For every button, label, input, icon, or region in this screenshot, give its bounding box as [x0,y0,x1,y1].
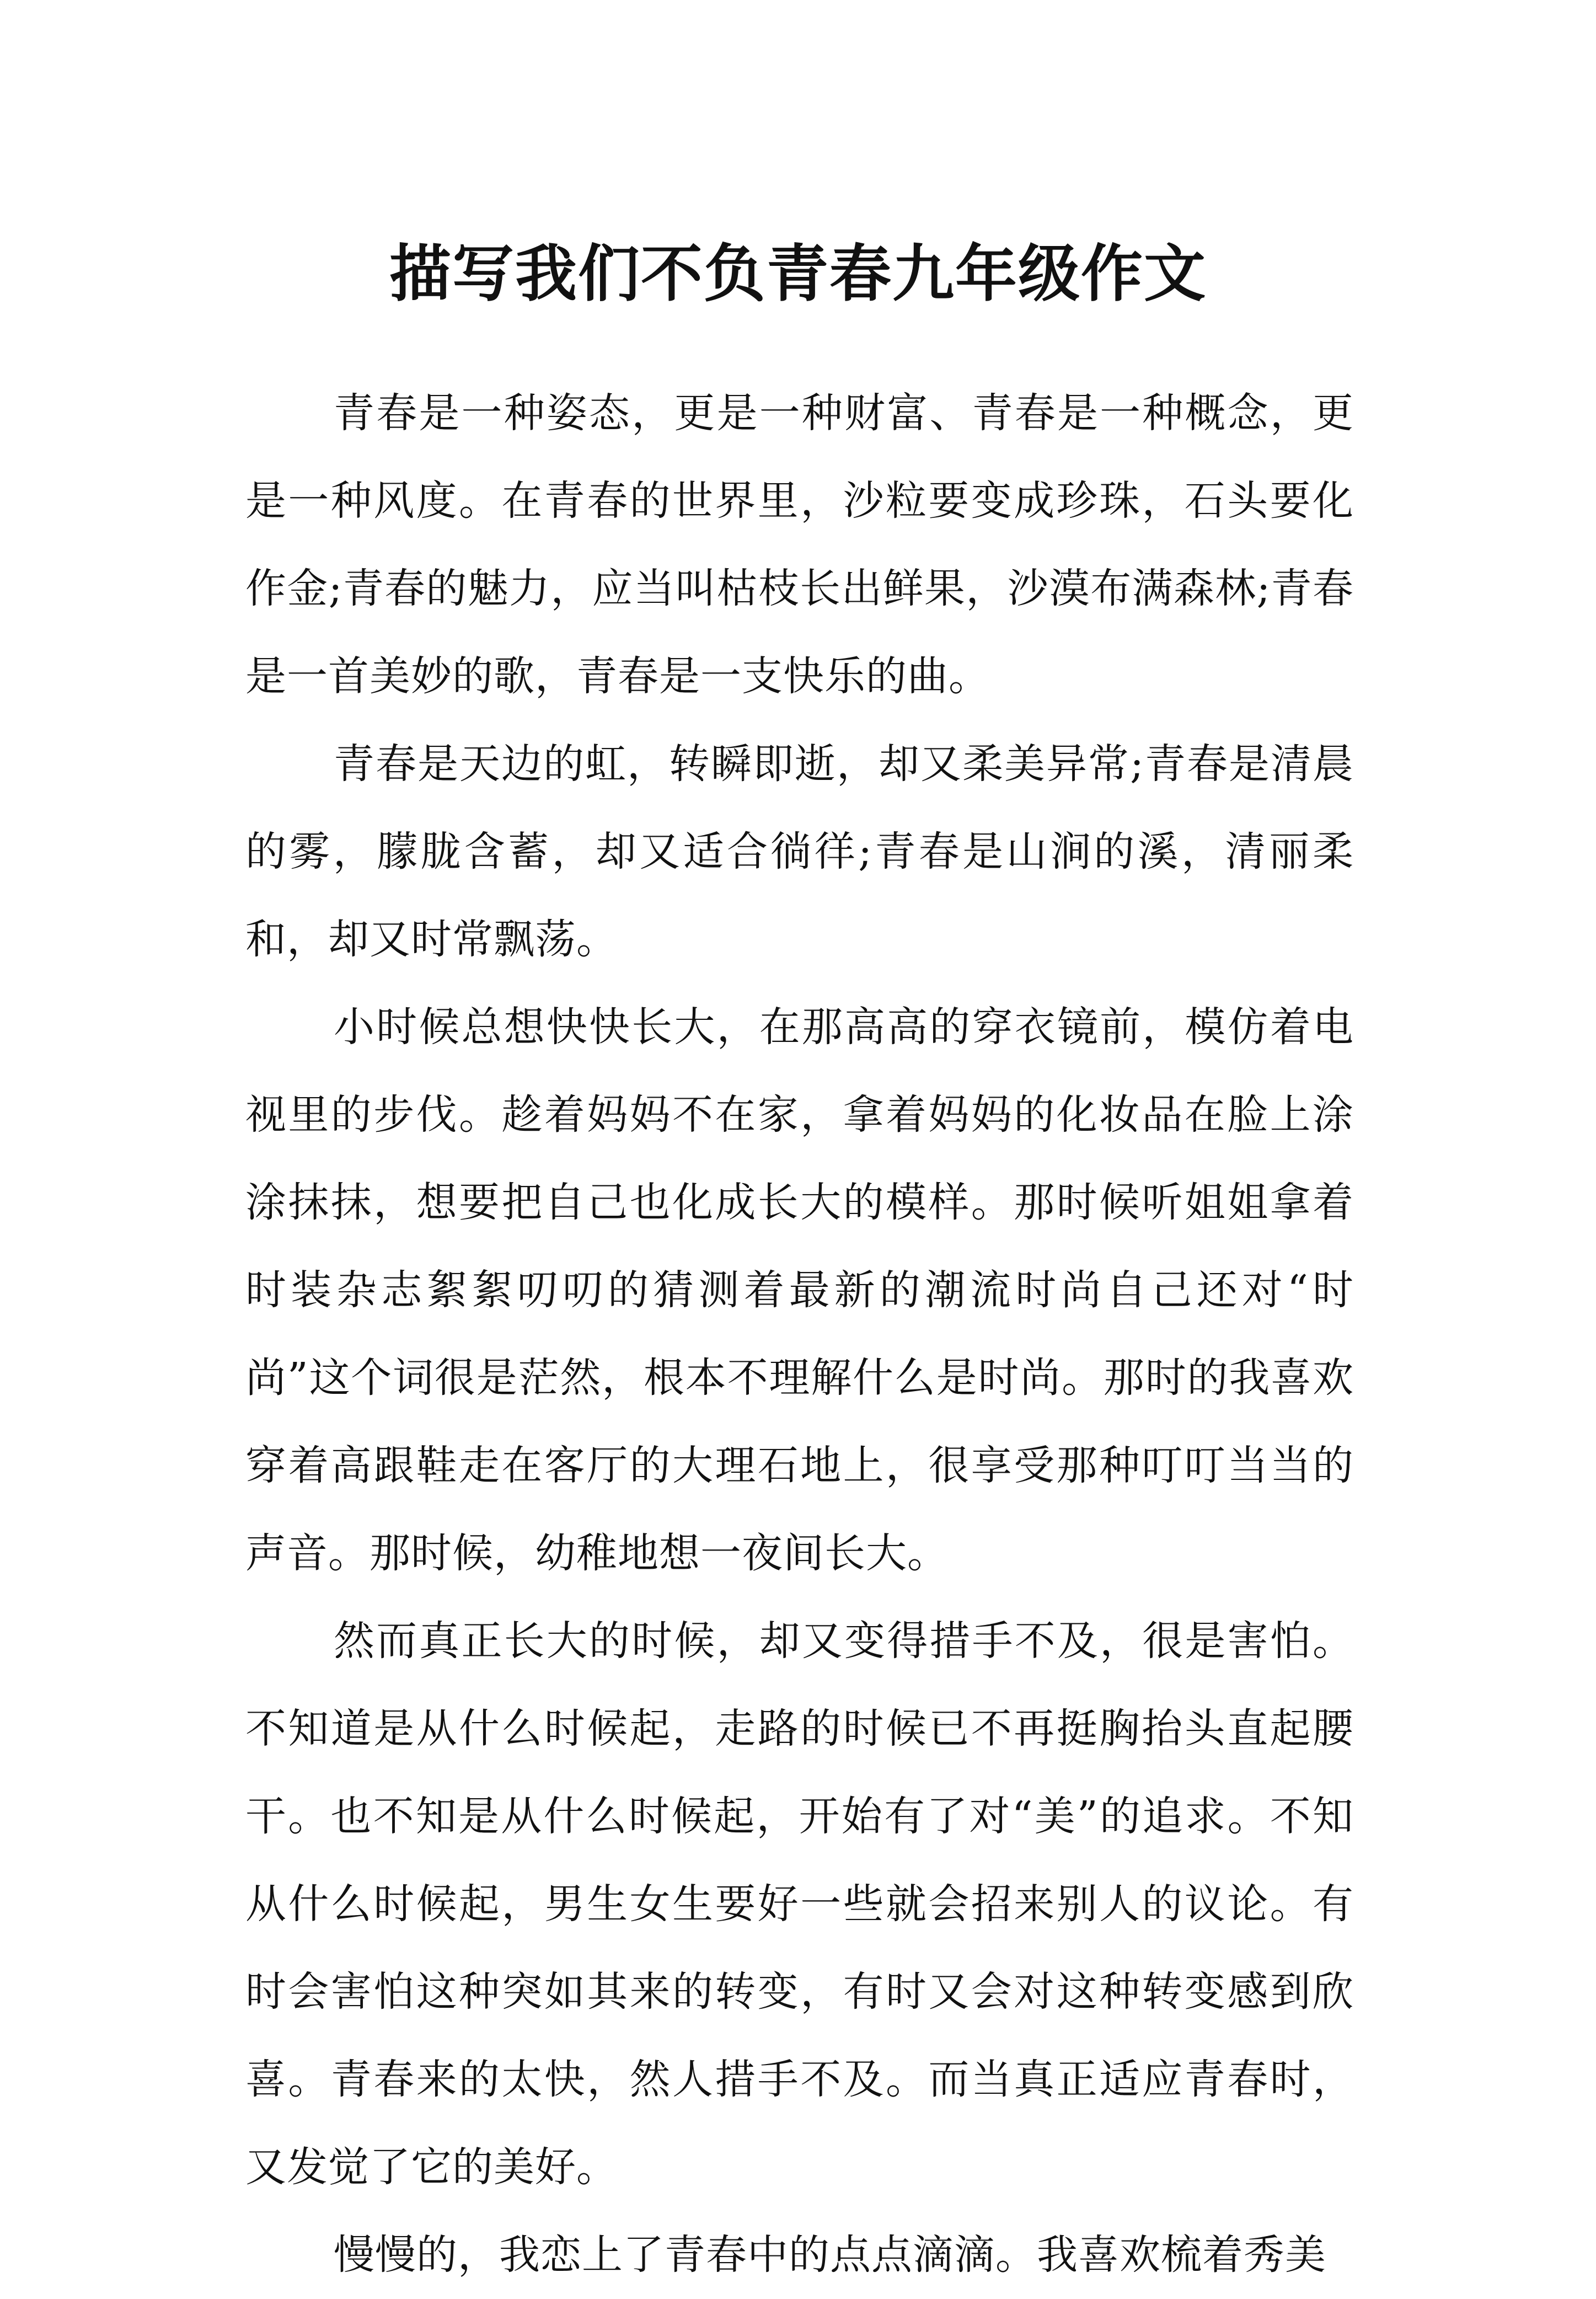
document-title: 描写我们不负青春九年级作文 [389,238,1207,311]
paragraph: 小时候总想快快长大，在那高高的穿衣镜前，模仿着电视里的步伐。趁着妈妈不在家，拿着妈妈的化妆品在脸上涂涂抹抹，想要把自己也化成长大的模样。那时候听姐姐拿着时装杂志絮絮叨叨的猜测着最新的潮流时尚自己还对“时尚”这个词很是茫然，根本不理解什么是时尚。那时的我喜欢穿着高跟鞋走在客厅的大理石地上，很享受那种叮叮当当的声音。那时候，幼稚地想一夜间长大。 [245,1003,1354,1577]
paragraph: 青春是天边的虹，转瞬即逝，却又柔美异常;青春是清晨的雾，朦胧含蓄，却又适合徜徉;青春是山涧的溪，清丽柔和，却又时常飘荡。 [245,740,1354,963]
paragraph: 青春是一种姿态，更是一种财富、青春是一种概念，更是一种风度。在青春的世界里，沙粒要变成珍珠，石头要化作金;青春的魅力，应当叫枯枝长出鲜果，沙漠布满森林;青春是一首美妙的歌，青春是一支快乐的曲。 [245,389,1354,700]
document-body [245,370,1354,2299]
paragraph: 慢慢的，我恋上了青春中的点点滴滴。我喜欢梳着秀美 [334,2231,1326,2279]
paragraph: 然而真正长大的时候，却又变得措手不及，很是害怕。不知道是从什么时候起，走路的时候已不再挺胸抬头直起腰干。也不知是从什么时候起，开始有了对“美”的追求。不知从什么时候起，男生女生要好一些就会招来别人的议论。有时会害怕这种突如其来的转变，有时又会对这种转变感到欣喜。青春来的太快，然人措手不及。而当真正适应青春时，又发觉了它的美好。 [245,1617,1354,2191]
